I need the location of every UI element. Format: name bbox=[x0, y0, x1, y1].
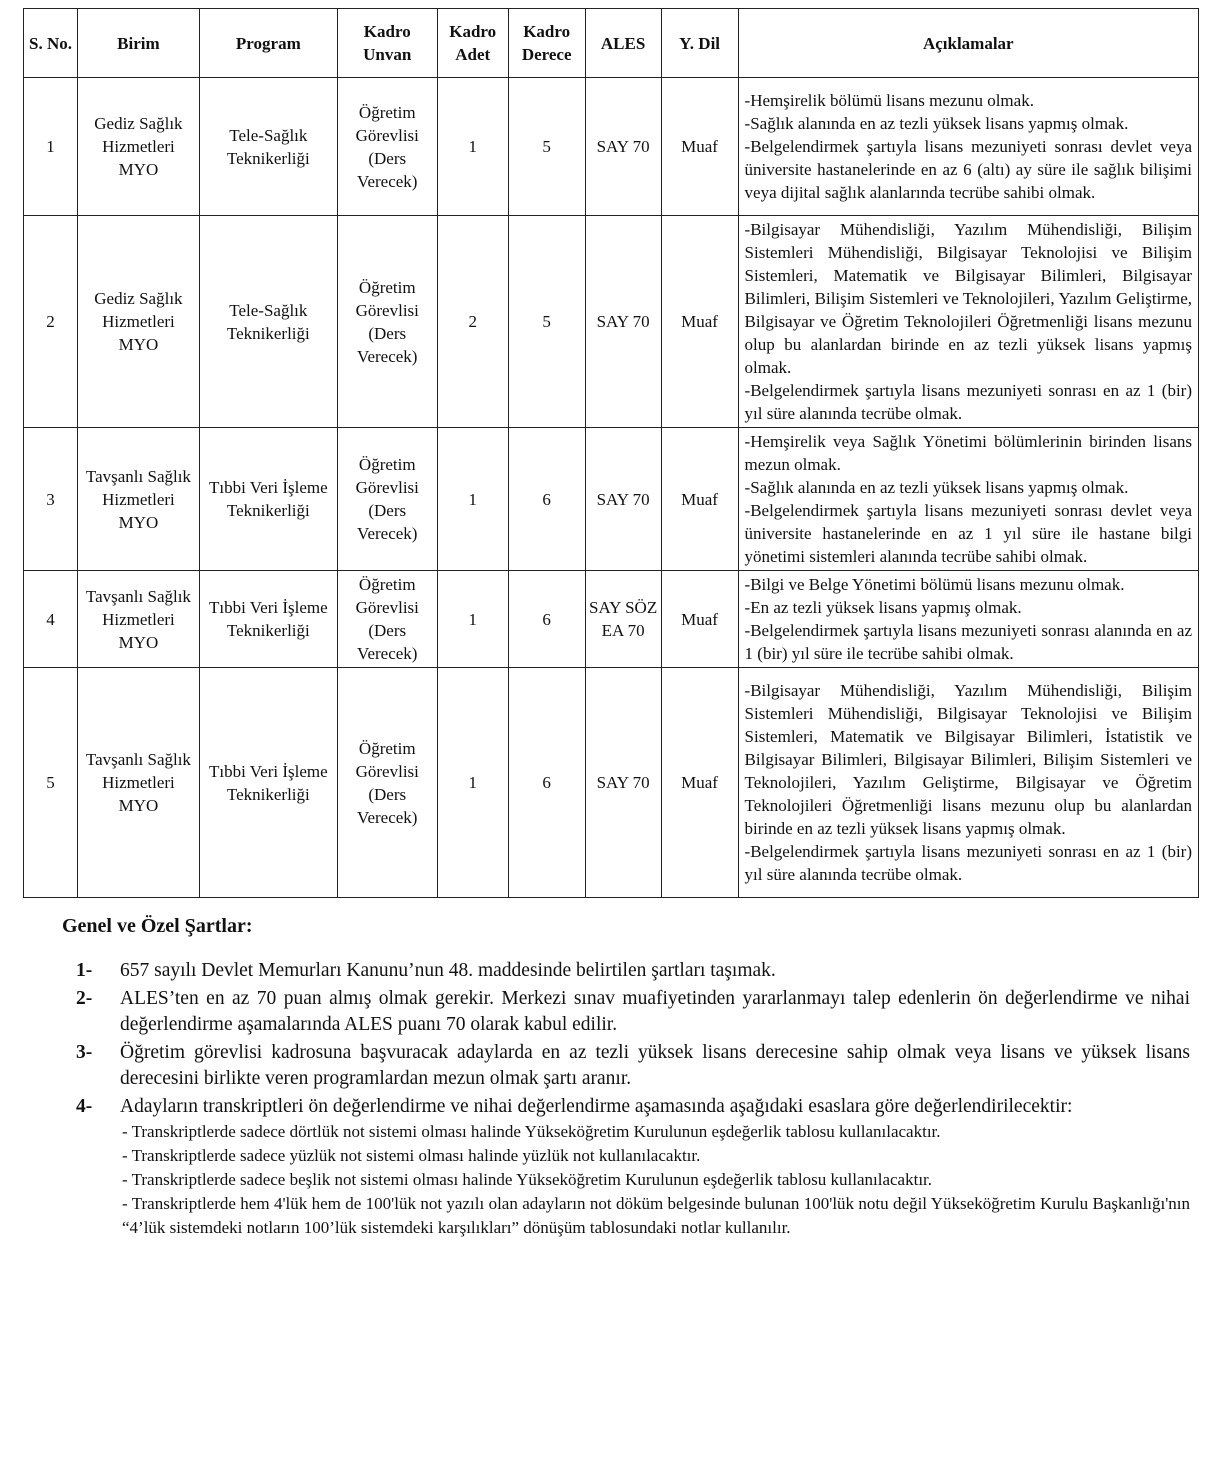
condition-number: 3- bbox=[76, 1042, 93, 1063]
condition-item bbox=[62, 1094, 1190, 1240]
requirement-line: -Hemşirelik bölümü lisans mezunu olmak. bbox=[744, 91, 1034, 110]
cell-ales: SAY 70 bbox=[585, 668, 661, 898]
cell-aciklama bbox=[738, 216, 1198, 428]
column-header: ALES bbox=[585, 9, 661, 78]
cell-derece: 5 bbox=[508, 216, 585, 428]
cell-derece: 6 bbox=[508, 668, 585, 898]
cell-unvan: Öğretim Görevlisi (Ders Verecek) bbox=[337, 78, 437, 216]
condition-number: 4- bbox=[76, 1096, 93, 1117]
table-body bbox=[24, 78, 1199, 898]
requirement-line: -Belgelendirmek şartıyla lisans mezuniyeti sonrası en az 1 (bir) yıl süre alanında tecrübe olmak. bbox=[744, 842, 1192, 884]
cell-ales: SAY 70 bbox=[585, 428, 661, 571]
condition-subitem: - Transkriptlerde sadece dörtlük not sistemi olması halinde Yükseköğretim Kurulunun eşdeğerlik tablosu kullanılacaktır. bbox=[122, 1122, 941, 1141]
cell-dil: Muaf bbox=[661, 571, 738, 668]
cell-program: Tele-Sağlık Teknikerliği bbox=[199, 216, 337, 428]
condition-item bbox=[62, 1040, 1190, 1092]
column-header: Birim bbox=[77, 9, 199, 78]
condition-text: ALES’ten en az 70 puan almış olmak gerekir. Merkezi sınav muafiyetinden yararlanmayı talep edenlerin ön değerlendirme ve nihai değerlendirme aşamalarında ALES puanı 70 olarak kabul edilir. bbox=[120, 988, 1190, 1035]
requirement-line: -Belgelendirmek şartıyla lisans mezuniyeti sonrası devlet veya üniversite hastanelerinde en az 6 (altı) ay süre ile sağlık bilişimi veya dijital sağlık alanlarında tecrübe sahibi olmak. bbox=[744, 137, 1192, 202]
requirement-line: -Sağlık alanında en az tezli yüksek lisans yapmış olmak. bbox=[744, 478, 1129, 497]
requirement-line: -Bilgisayar Mühendisliği, Yazılım Mühendisliği, Bilişim Sistemleri Mühendisliği, Bilgisayar Teknolojisi ve Bilişim Sistemleri, Matematik ve Bilgisayar Bilimleri, İstatistik ve Bilgisayar Bilimleri, Bilgisayar Bilimleri, Bilişim Sistemleri ve Teknolojileri, Yazılım Geliştirme, Bilgisayar ve Öğretim Teknolojileri Öğretmenliği lisans mezunu olup bu alanlardan birinde en az tezli yüksek lisans yapmış olmak. bbox=[744, 681, 1192, 838]
condition-subitem: - Transkriptlerde hem 4'lük hem de 100'lük not yazılı olan adayların not döküm belgesinde bulunan 100'lük notu değil Yükseköğretim Kurulu Başkanlığı'nın “4’lük sistemdeki notların 100’lük sistemdeki karşılıkları” dönüşüm tablosundaki notlar kullanılır. bbox=[122, 1194, 1190, 1237]
cell-birim: Tavşanlı Sağlık Hizmetleri MYO bbox=[77, 668, 199, 898]
cell-ales: SAY 70 bbox=[585, 78, 661, 216]
requirement-line: -Belgelendirmek şartıyla lisans mezuniyeti sonrası en az 1 (bir) yıl süre alanında tecrübe olmak. bbox=[744, 381, 1192, 423]
cell-ales: SAY 70 bbox=[585, 216, 661, 428]
cell-aciklama bbox=[738, 78, 1198, 216]
condition-text: Öğretim görevlisi kadrosuna başvuracak adaylarda en az tezli yüksek lisans derecesine sahip olmak veya lisans ve yüksek lisans derecesini birlikte veren programlardan mezun olmak şartı aranır. bbox=[120, 1042, 1190, 1089]
condition-item bbox=[62, 958, 1190, 984]
cell-dil: Muaf bbox=[661, 428, 738, 571]
table-row bbox=[24, 571, 1199, 668]
column-header: Açıklamalar bbox=[738, 9, 1198, 78]
requirement-line: -Sağlık alanında en az tezli yüksek lisans yapmış olmak. bbox=[744, 114, 1129, 133]
cell-birim: Tavşanlı Sağlık Hizmetleri MYO bbox=[77, 571, 199, 668]
table-row bbox=[24, 428, 1199, 571]
cell-adet: 1 bbox=[437, 428, 508, 571]
cell-no: 2 bbox=[24, 216, 78, 428]
conditions-list bbox=[62, 958, 1190, 1240]
condition-text-block bbox=[120, 958, 1190, 984]
requirement-line: -En az tezli yüksek lisans yapmış olmak. bbox=[744, 598, 1022, 617]
column-header: Y. Dil bbox=[661, 9, 738, 78]
cell-birim: Tavşanlı Sağlık Hizmetleri MYO bbox=[77, 428, 199, 571]
cell-adet: 1 bbox=[437, 78, 508, 216]
table-header-row bbox=[24, 9, 1199, 78]
column-header: Kadro Derece bbox=[508, 9, 585, 78]
cell-no: 1 bbox=[24, 78, 78, 216]
column-header: Program bbox=[199, 9, 337, 78]
requirement-line: -Bilgi ve Belge Yönetimi bölümü lisans mezunu olmak. bbox=[744, 575, 1125, 594]
condition-number: 2- bbox=[76, 988, 93, 1009]
conditions-section bbox=[62, 915, 1190, 1242]
cell-adet: 1 bbox=[437, 668, 508, 898]
column-header: Kadro Adet bbox=[437, 9, 508, 78]
cell-dil: Muaf bbox=[661, 668, 738, 898]
cell-adet: 1 bbox=[437, 571, 508, 668]
cell-derece: 6 bbox=[508, 428, 585, 571]
column-header: S. No. bbox=[24, 9, 78, 78]
cell-program: Tıbbi Veri İşleme Teknikerliği bbox=[199, 428, 337, 571]
cell-unvan: Öğretim Görevlisi (Ders Verecek) bbox=[337, 216, 437, 428]
condition-text: Adayların transkriptleri ön değerlendirme ve nihai değerlendirme aşamasında aşağıdaki esaslara göre değerlendirilecektir: bbox=[120, 1096, 1073, 1117]
cell-dil: Muaf bbox=[661, 78, 738, 216]
requirement-line: -Bilgisayar Mühendisliği, Yazılım Mühendisliği, Bilişim Sistemleri Mühendisliği, Bilgisayar Teknolojisi ve Bilişim Sistemleri, Matematik ve Bilgisayar Bilimleri, Bilgisayar Bilimleri, Bilişim Sistemleri ve Teknolojileri, Yazılım Geliştirme, Bilgisayar ve Öğretim Teknolojileri Öğretmenliği lisans mezunu olup bu alanlardan birinde en az tezli yüksek lisans yapmış olmak. bbox=[744, 220, 1192, 377]
positions-table bbox=[23, 8, 1199, 898]
cell-aciklama bbox=[738, 428, 1198, 571]
cell-aciklama bbox=[738, 571, 1198, 668]
requirement-line: -Belgelendirmek şartıyla lisans mezuniyeti sonrası devlet veya üniversite hastanelerinde en az 1 yıl süre ile hastane bilgi yönetimi sistemleri alanında tecrübe sahibi olmak. bbox=[744, 501, 1192, 566]
condition-text-block bbox=[120, 1040, 1190, 1092]
condition-text-block bbox=[120, 986, 1190, 1038]
cell-unvan: Öğretim Görevlisi (Ders Verecek) bbox=[337, 668, 437, 898]
table-row bbox=[24, 216, 1199, 428]
condition-number: 1- bbox=[76, 960, 93, 981]
cell-no: 5 bbox=[24, 668, 78, 898]
requirement-line: -Belgelendirmek şartıyla lisans mezuniyeti sonrası alanında en az 1 (bir) yıl süre ile tecrübe sahibi olmak. bbox=[744, 621, 1192, 663]
cell-dil: Muaf bbox=[661, 216, 738, 428]
condition-subitem: - Transkriptlerde sadece beşlik not sistemi olması halinde Yükseköğretim Kurulunun eşdeğerlik tablosu kullanılacaktır. bbox=[122, 1170, 933, 1189]
conditions-title: Genel ve Özel Şartlar: bbox=[62, 915, 253, 937]
cell-unvan: Öğretim Görevlisi (Ders Verecek) bbox=[337, 571, 437, 668]
condition-subitem: - Transkriptlerde sadece yüzlük not sistemi olması halinde yüzlük not kullanılacaktır. bbox=[122, 1146, 701, 1165]
cell-no: 3 bbox=[24, 428, 78, 571]
table-row bbox=[24, 78, 1199, 216]
condition-text-block bbox=[120, 1094, 1190, 1240]
cell-adet: 2 bbox=[437, 216, 508, 428]
cell-derece: 5 bbox=[508, 78, 585, 216]
cell-no: 4 bbox=[24, 571, 78, 668]
cell-derece: 6 bbox=[508, 571, 585, 668]
table-row bbox=[24, 668, 1199, 898]
cell-birim: Gediz Sağlık Hizmetleri MYO bbox=[77, 78, 199, 216]
cell-ales: SAY SÖZ EA 70 bbox=[585, 571, 661, 668]
condition-item bbox=[62, 986, 1190, 1038]
cell-aciklama bbox=[738, 668, 1198, 898]
cell-program: Tele-Sağlık Teknikerliği bbox=[199, 78, 337, 216]
column-header: Kadro Unvan bbox=[337, 9, 437, 78]
cell-birim: Gediz Sağlık Hizmetleri MYO bbox=[77, 216, 199, 428]
cell-unvan: Öğretim Görevlisi (Ders Verecek) bbox=[337, 428, 437, 571]
cell-program: Tıbbi Veri İşleme Teknikerliği bbox=[199, 571, 337, 668]
cell-program: Tıbbi Veri İşleme Teknikerliği bbox=[199, 668, 337, 898]
requirement-line: -Hemşirelik veya Sağlık Yönetimi bölümlerinin birinden lisans mezun olmak. bbox=[744, 432, 1192, 474]
condition-text: 657 sayılı Devlet Memurları Kanunu’nun 48. maddesinde belirtilen şartları taşımak. bbox=[120, 960, 776, 981]
